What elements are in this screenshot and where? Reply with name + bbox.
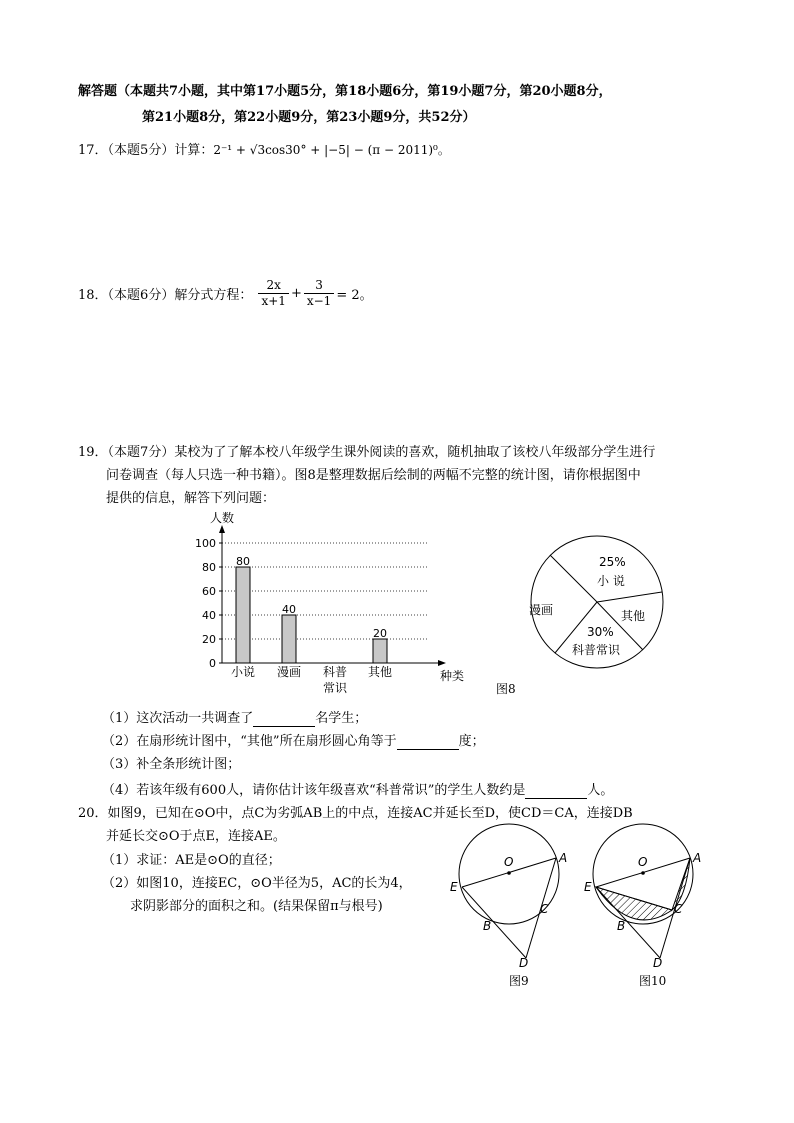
q19-sub1-text: （1）这次活动一共调查了 — [102, 711, 254, 726]
q19-sub4-tail: 人。 — [587, 783, 614, 798]
figure-10-caption: 图10 — [639, 974, 667, 988]
q20-sub2b: 求阴影部分的面积之和。(结果保留π与根号) — [130, 899, 383, 914]
q18-fraction-1 — [258, 278, 288, 309]
figure-8-caption: 图8 — [496, 682, 516, 696]
chart-x-category-label: 常识 — [322, 681, 348, 695]
fig10-label-b: B — [617, 919, 626, 933]
figure-9 — [448, 818, 578, 968]
q18-f2-numerator: 3 — [304, 278, 334, 294]
q18-fraction-2 — [304, 278, 334, 309]
q19-line3: 提供的信息，解答下列问题： — [106, 491, 276, 506]
chart-x-category-label: 漫画 — [276, 665, 302, 679]
chart-bar-value-label: 20 — [373, 627, 387, 640]
chart-bars — [236, 555, 387, 663]
bar-chart — [190, 505, 480, 700]
q20-line1: 20．如图9，已知在⊙O中，点C为劣弧AB上的中点，连接AC并延长至D，使CD＝CA，连接DB — [78, 806, 633, 821]
q19-line1: 19．（本题7分）某校为了了解本校八年级学生课外阅读的喜欢，随机抽取了该校八年级部分学生进行 — [78, 445, 656, 460]
q19-sub1 — [102, 707, 367, 727]
chart-y-tick-label: 80 — [202, 561, 216, 574]
q18-f1-denominator: x+1 — [261, 294, 286, 308]
q20-sub1: （1）求证：AE是⊙O的直径； — [102, 853, 281, 868]
pie-divider-2 — [597, 592, 662, 602]
pie-chart — [525, 530, 670, 675]
q17-prefix: 17．（本题5分）计算： — [78, 143, 214, 158]
chart-y-tick-label: 60 — [202, 585, 216, 598]
q18-prefix: 18．（本题6分）解分式方程： — [78, 288, 253, 303]
fig9-label-o: O — [504, 855, 514, 869]
chart-y-axis-arrow — [219, 525, 225, 533]
q18-f1-numerator: 2x — [258, 278, 288, 294]
fig10-label-e: E — [584, 880, 592, 894]
chart-x-category-label: 小说 — [230, 665, 256, 679]
pie-slice-science-label: 科普常识 — [572, 643, 621, 657]
section-header-line2: 第21小题8分，第22小题9分，第23小题9分，共52分） — [142, 110, 476, 125]
chart-x-category-label: 科普 — [322, 665, 348, 679]
q20-sub2a: （2）如图10，连接EC，⊙O半径为5，AC的长为4， — [102, 876, 412, 891]
pie-slice-comic-label: 漫画 — [529, 603, 554, 617]
q19-sub3: （3）补全条形统计图； — [102, 757, 241, 772]
q19-line2: 问卷调查（每人只选一种书籍）。图8是整理数据后绘制的两幅不完整的统计图，请你根据图中 — [106, 468, 641, 483]
chart-ylabel: 人数 — [210, 511, 235, 525]
chart-xlabel: 种类 — [440, 669, 465, 683]
pie-slice-novel-percent: 25% — [599, 555, 626, 569]
q18-tail: = 2。 — [336, 288, 373, 303]
fig9-label-e: E — [450, 880, 458, 894]
pie-slice-novel-label: 小 说 — [597, 574, 625, 588]
q19-sub1-tail: 名学生； — [315, 711, 368, 726]
chart-y-tick-label: 100 — [195, 537, 216, 550]
q19-sub2 — [102, 730, 485, 750]
chart-bar-0 — [236, 567, 250, 663]
question-18: 18．（本题6分）解分式方程： $\frac{2x}{x+1}$ + $\frac{3}{x-1}$ = 2。 — [78, 278, 373, 308]
pie-slice-science-percent: 30% — [587, 625, 614, 639]
pie-slice-other-label: 其他 — [621, 609, 646, 623]
chart-y-tick-label: 40 — [202, 609, 216, 622]
fig10-center-dot — [641, 871, 645, 875]
q19-sub2-text: （2）在扇形统计图中，“其他”所在扇形圆心角等于 — [102, 734, 397, 749]
fig10-label-o: O — [638, 855, 648, 869]
fig10-label-a: A — [693, 851, 702, 865]
chart-bar-1 — [282, 615, 296, 663]
chart-y-tick-label: 20 — [202, 633, 216, 646]
chart-gridlines — [222, 543, 428, 639]
chart-x-axis-arrow — [438, 660, 446, 666]
fig9-label-c: C — [540, 902, 549, 916]
chart-y-ticks — [195, 537, 222, 670]
section-header-line1: 解答题（本题共7小题，其中第17小题5分，第18小题6分，第19小题7分，第20小题8分， — [78, 84, 612, 99]
q19-sub2-tail: 度； — [458, 734, 485, 749]
fig9-label-b: B — [483, 919, 492, 933]
fig10-label-c: C — [674, 902, 683, 916]
q17-expression: 2⁻¹ + √3cos30° + |−5| − (π − 2011)⁰。 — [213, 143, 450, 157]
figure-10 — [582, 818, 712, 968]
q19-sub4 — [102, 779, 613, 799]
q20-line2: 并延长交⊙O于点E，连接AE。 — [106, 829, 286, 844]
fig9-label-d: D — [519, 956, 529, 968]
chart-bar-value-label: 80 — [236, 555, 250, 568]
q19-sub1-blank[interactable] — [253, 711, 315, 727]
q18-f2-denominator: x−1 — [306, 294, 332, 308]
question-17 — [78, 139, 450, 158]
fig9-label-a: A — [559, 851, 568, 865]
fig9-center-dot — [507, 871, 511, 875]
chart-x-category-label: 其他 — [367, 665, 393, 679]
fig10-label-d: D — [653, 956, 663, 968]
chart-y-tick-label: 0 — [209, 657, 216, 670]
chart-x-categories — [231, 664, 392, 695]
chart-bar-3 — [373, 639, 387, 663]
figure-9-caption: 图9 — [509, 974, 529, 988]
q19-sub4-blank[interactable] — [525, 783, 587, 799]
fig10-shaded-region-1 — [596, 887, 672, 920]
fig9-line-ed — [462, 887, 526, 958]
chart-bar-value-label: 40 — [282, 603, 296, 616]
q19-sub4-text: （4）若该年级有600人，请你估计该年级喜欢“科普常识”的学生人数约是 — [102, 783, 526, 798]
q19-sub2-blank[interactable] — [397, 734, 459, 750]
pie-divider-1 — [550, 555, 597, 602]
